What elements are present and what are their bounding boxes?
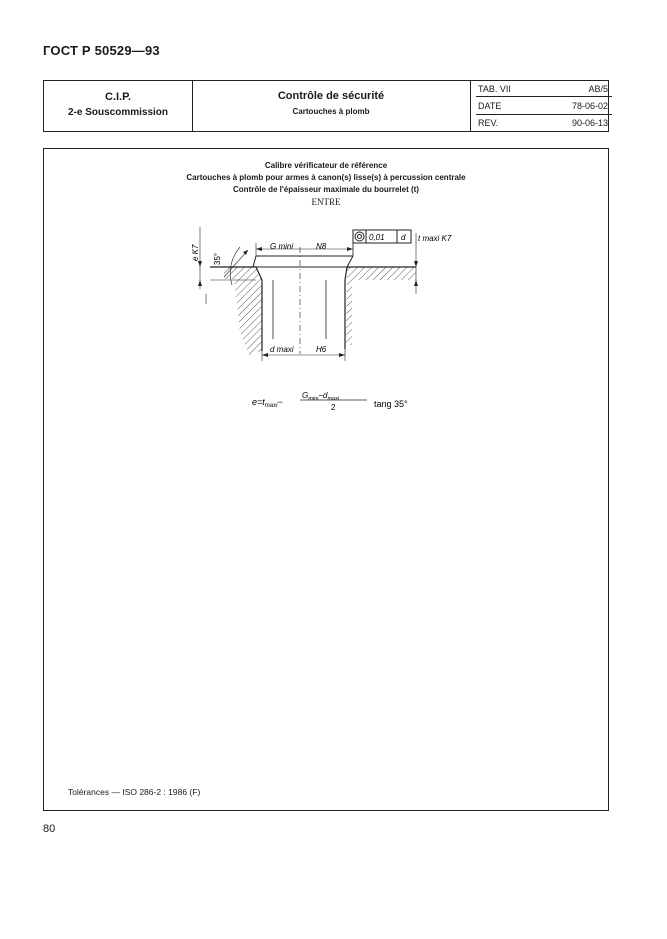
ref-key: DATE <box>478 101 502 111</box>
tolerances-note: Tolérances — ISO 286-2 : 1986 (F) <box>68 787 201 797</box>
ref-row-rev <box>478 118 608 134</box>
formula-num-op: −d <box>318 391 328 400</box>
formula-minus: − <box>277 397 283 407</box>
org-name: C.I.P. <box>104 91 132 103</box>
header-ref-cell <box>470 81 610 131</box>
formula-num-sub1: mini <box>308 396 319 402</box>
page-title: Contrôle de sécurité <box>277 90 385 102</box>
d-maxi-label: d maxi <box>270 345 294 354</box>
e-k7-label: e K7 <box>191 244 200 261</box>
figure-box <box>43 148 609 811</box>
gauge-drawing <box>44 149 610 429</box>
page-number: 80 <box>43 823 56 835</box>
g-mini-label: G mini <box>270 242 294 251</box>
caption-line-1: Calibre vérificateur de référence <box>264 161 388 170</box>
ref-key: TAB. VII <box>478 84 511 94</box>
formula-num-sub2: maxi <box>327 396 340 402</box>
t-maxi-label: t maxi K7 <box>418 234 452 243</box>
formula-numerator: G <box>302 391 309 400</box>
formula <box>252 391 408 412</box>
caption-line-2: Cartouches à plomb pour armes à canon(s) lisse(s) à percussion centrale <box>186 173 466 182</box>
h6-label: H6 <box>316 345 327 354</box>
ref-value: 78-06-02 <box>571 101 608 111</box>
n8-label: N8 <box>316 242 327 251</box>
ref-underline <box>476 114 612 115</box>
angle-label: 35° <box>213 252 222 265</box>
ref-key: REV. <box>478 118 499 128</box>
caption-entre: ENTRE <box>311 197 341 207</box>
gauge-body <box>210 247 416 355</box>
formula-tail: tang 35° <box>374 399 408 409</box>
header-org-cell <box>44 81 193 131</box>
document-id: ГОСТ Р 50529—93 <box>43 43 160 58</box>
concentricity-icon <box>355 232 364 241</box>
ref-value: 90-06-13 <box>571 118 608 128</box>
caption-line-3: Contrôle de l'épaisseur maximale du bourrelet (t) <box>233 185 419 194</box>
formula-denominator: 2 <box>331 403 336 412</box>
formula-lhs-sub: maxi <box>264 403 278 409</box>
tolerance-value: 0,01 <box>369 233 385 242</box>
feature-control-frame <box>353 230 411 256</box>
datum-label: d <box>401 233 406 242</box>
ref-row-tab <box>478 84 608 100</box>
ref-value: AB/5 <box>588 84 608 94</box>
svg-text:e=tmaxi− <box>252 397 283 409</box>
commission-name: 2-e Souscommission <box>67 107 169 118</box>
header-title-cell <box>192 81 471 131</box>
header-table <box>43 80 609 132</box>
formula-lhs: e=t <box>252 397 265 407</box>
ref-underline <box>476 96 612 97</box>
page-subtitle: Cartouches à plomb <box>292 107 370 116</box>
